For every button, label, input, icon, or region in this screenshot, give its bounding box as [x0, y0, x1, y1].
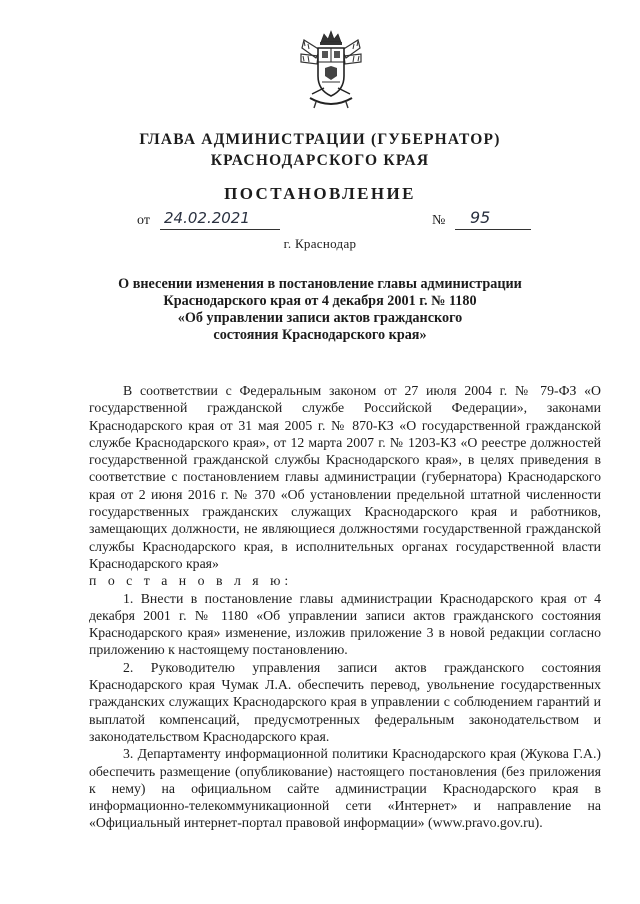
item-3-paragraph: 3. Департаменту информационной политики Краснодарского края (Жукова Г.А.) обеспечить размещение (опубликование) настоящего постановления (без приложения к нему) на официальном сайте администрации Краснодарского края в информационно-телекоммуникационной сети «Интернет» и направление на «Официальный интернет-портал правовой информации» (www.pravo.gov.ru).	[89, 746, 601, 831]
date-label: от	[137, 213, 150, 228]
authority-title: ГЛАВА АДМИНИСТРАЦИИ (ГУБЕРНАТОР)	[139, 131, 501, 148]
preamble-paragraph: В соответствии с Федеральным законом от 27 июля 2004 г. № 79-ФЗ «О государственной гражданской службе Российской Федерации», законами Краснодарского края от 31 мая 2005 г. № 870-КЗ «О государственной гражданской службе Краснодарского края», от 12 марта 2007 г. № 1203-КЗ «О реестре должностей государственной гражданской службы Краснодарского края», в целях приведения в соответствие с постановлением главы администрации (губернатора) Краснодарского края от 2 июня 2016 г. № 370 «Об установлении предельной штатной численности государственных гражданских служащих Краснодарского края и работников, замещающих должности, не являющиеся должностями государственной гражданской службы Краснодарского края, в исполнительных органах государственной власти Краснодарского края»	[89, 383, 601, 571]
item-2-paragraph: 2. Руководителю управления записи актов гражданского состояния Краснодарского края Чумак Л.А. обеспечить перевод, увольнение государственных гражданских служащих Краснодарского края в управлении с соблюдением гарантий и выплатой компенсаций, предусмотренных федеральным законодательством и законодательством Краснодарского края.	[89, 659, 601, 744]
item-1-paragraph: 1. Внести в постановление главы администрации Краснодарского края от 4 декабря 2001 г. № 1180 «Об управлении записи актов гражданского состояния Краснодарского края» изменение, изложив приложение 3 в новой редакции согласно приложению к настоящему постановлению.	[89, 590, 601, 658]
decree-title	[100, 276, 540, 344]
number-underline	[455, 229, 531, 230]
decree-body	[89, 382, 601, 832]
date-underline	[160, 229, 280, 230]
title-line: Краснодарского края от 4 декабря 2001 г. № 1180	[163, 293, 477, 309]
title-line: состояния Краснодарского края»	[213, 327, 427, 343]
title-line: «Об управлении записи актов гражданского	[177, 310, 463, 326]
title-line: О внесении изменения в постановление главы администрации	[118, 276, 522, 292]
coat-of-arms-icon	[298, 28, 364, 112]
authority-region: КРАСНОДАРСКОГО КРАЯ	[210, 152, 430, 169]
document-type: ПОСТАНОВЛЕНИЕ	[224, 184, 416, 203]
city-label: г. Краснодар	[283, 236, 357, 251]
number-label: №	[432, 213, 446, 228]
date-value: 24.02.2021	[164, 209, 250, 227]
number-value: 95	[470, 208, 491, 227]
decree-word: п о с т а н о в л я ю:	[89, 573, 293, 589]
date-number-row	[0, 208, 640, 234]
